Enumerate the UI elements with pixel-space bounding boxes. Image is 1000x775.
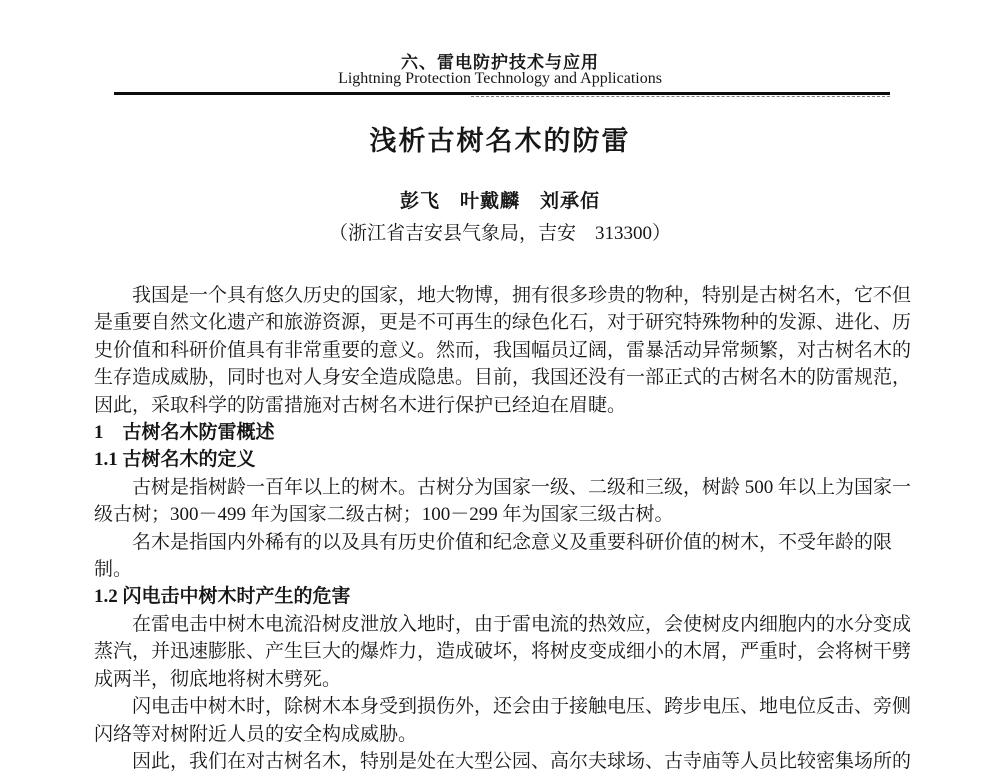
body-line: 古树是指树龄一百年以上的树木。古树分为国家一级、二级和三级，树龄 500 年以上为国家一 xyxy=(132,476,912,498)
section-heading-1: 1 古树名木防雷概述 xyxy=(94,422,275,444)
body-line: 制。 xyxy=(94,559,133,581)
body-line: 我国是一个具有悠久历史的国家，地大物博，拥有很多珍贵的物种，特别是古树名木，它不但 xyxy=(132,285,912,306)
header-divider-rule xyxy=(114,92,890,95)
body-line: 在雷电击中树木电流沿树皮泄放入地时，由于雷电流的热效应，会使树皮内细胞内的水分变成 xyxy=(132,613,912,635)
body-line: 闪络等对树附近人员的安全构成威胁。 xyxy=(94,723,418,745)
proceedings-title-zh: 六、雷电防护技术与应用 xyxy=(401,53,599,72)
body-line: 成两半，彻底地将树木劈死。 xyxy=(94,668,342,690)
article-authors: 彭飞 叶戴麟 刘承佰 xyxy=(399,191,600,212)
body-line: 生存造成威胁，同时也对人身安全造成隐患。目前，我国还没有一部正式的古树名木的防雷规范， xyxy=(94,367,912,389)
article-title: 浅析古树名木的防雷 xyxy=(369,126,631,156)
body-line: 闪电击中树木时，除树木本身受到损伤外，还会由于接触电压、跨步电压、地电位反击、旁侧 xyxy=(132,696,912,718)
article-body xyxy=(94,282,910,775)
subsection-heading-1-1: 1.1 古树名木的定义 xyxy=(94,449,256,471)
article-affiliation: （浙江省吉安县气象局，吉安 313300） xyxy=(328,223,671,244)
body-line: 级古树；300－499 年为国家二级古树；100－299 年为国家三级古树。 xyxy=(94,504,674,526)
body-line: 因此，采取科学的防雷措施对古树名木进行保护已经迫在眉睫。 xyxy=(94,394,627,416)
body-line: 名木是指国内外稀有的以及具有历史价值和纪念意义及重要科研价值的树木，不受年龄的限 xyxy=(132,531,893,553)
proceedings-title-en: Lightning Protection Technology and Applications xyxy=(338,70,662,87)
body-line: 蒸汽，并迅速膨胀、产生巨大的爆炸力，造成破坏，将树皮变成细小的木屑，严重时，会将树干劈 xyxy=(94,641,912,663)
subsection-heading-1-2: 1.2 闪电击中树木时产生的危害 xyxy=(94,586,351,608)
body-line: 因此，我们在对古树名木，特别是处在大型公园、高尔夫球场、古寺庙等人员比较密集场所的 xyxy=(132,750,912,772)
body-line: 是重要自然文化遗产和旅游资源，更是不可再生的绿色化石，对于研究特殊物种的发源、进化、历 xyxy=(94,312,912,334)
body-line: 史价值和科研价值具有非常重要的意义。然而，我国幅员辽阔，雷暴活动异常频繁，对古树名木的 xyxy=(94,339,912,361)
